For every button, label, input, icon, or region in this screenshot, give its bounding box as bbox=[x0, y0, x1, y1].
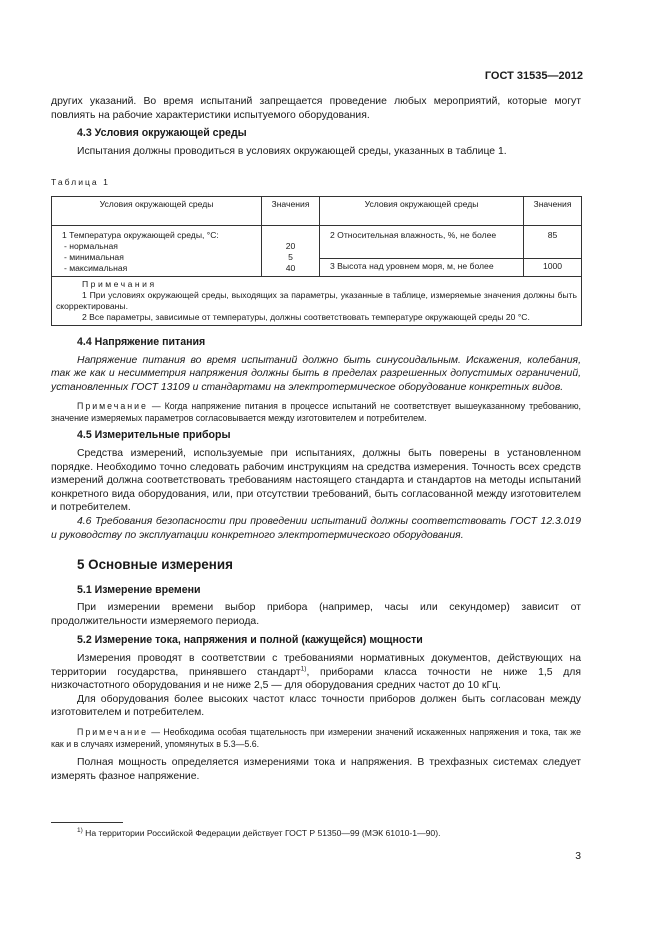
table-header-cell: Условия окружающей среды bbox=[52, 196, 262, 225]
note-label: Примечание bbox=[77, 727, 148, 738]
table-header-row bbox=[52, 196, 582, 225]
humidity-label: 2 Относительная влажность, %, не более bbox=[320, 225, 524, 258]
section-5-title: 5 Основные измерения bbox=[77, 557, 233, 573]
section-4-3-title: 4.3 Условия окружающей среды bbox=[77, 127, 247, 140]
section-4-5-title: 4.5 Измерительные приборы bbox=[77, 429, 231, 442]
temperature-cell bbox=[52, 225, 262, 276]
temperature-item: - нормальная bbox=[64, 240, 118, 251]
table-note: 2 Все параметры, зависимые от температуры, должны соответствовать температуре окружающей среды 20 °С. bbox=[82, 311, 530, 322]
table-row bbox=[52, 225, 582, 258]
humidity-value: 85 bbox=[524, 225, 582, 258]
temperature-value: 40 bbox=[285, 262, 296, 273]
footnote bbox=[51, 827, 581, 841]
page-content bbox=[51, 95, 581, 783]
altitude-label: 3 Высота над уровнем моря, м, не более bbox=[320, 258, 524, 276]
footnote-marker: 1) bbox=[77, 827, 83, 835]
altitude-value: 1000 bbox=[524, 258, 582, 276]
text-span: , приборами класса точности не ниже 1,5 для низкочастотного оборудования и не ниже 2,5 — для оборудования средних частот до 10 кГц. bbox=[51, 666, 581, 692]
temperature-value: 5 bbox=[288, 251, 293, 262]
table-note: 1 При условиях окружающей среды, выходящих за параметры, указанные в таблице, измеряемые значения должны быть скорректированы. bbox=[56, 289, 577, 311]
standard-header: ГОСТ 31535—2012 bbox=[484, 70, 583, 82]
section-5-1-title: 5.1 Измерение времени bbox=[77, 583, 201, 596]
note-text: — Когда напряжение питания в процессе испытаний не соответствует вышеуказанному требованию, значение измеряемых параметров согласовывается между изготовителем и потребителем. bbox=[51, 401, 581, 424]
footnote-ref: 1) bbox=[300, 665, 307, 673]
page-number: 3 bbox=[575, 851, 581, 862]
table-notes-cell bbox=[52, 276, 582, 325]
section-5-2-text-3: Полная мощность определяется измерениями тока и напряжения. В трехфазных системах следует измерять фазное напряжение. bbox=[51, 757, 581, 782]
section-5-2-note bbox=[51, 726, 581, 750]
environment-table bbox=[51, 196, 582, 326]
section-5-2-title: 5.2 Измерение тока, напряжения и полной (кажущейся) мощности bbox=[77, 634, 423, 647]
section-4-4-text: Напряжение питания во время испытаний должно быть синусоидальным. Искажения, колебания, так же как и несимметрия напряжения должны быть в пределах разрешенных допустимых ограничений, установленных ГОСТ 13109 и стандартами на электротермическое оборудование конкретных видов. bbox=[51, 354, 581, 393]
temperature-values-cell bbox=[262, 225, 320, 276]
table-caption: Таблица 1 bbox=[51, 177, 110, 188]
section-5-2-text-1 bbox=[51, 652, 581, 693]
temperature-label: 1 Температура окружающей среды, °С: bbox=[62, 229, 219, 240]
note-text: — Необходима особая тщательность при измерении значений искаженных напряжения и тока, так же как и в случаях измерений, упомянутых в 5.3—5.6. bbox=[51, 727, 581, 750]
table-header-cell: Значения bbox=[524, 196, 582, 225]
footnote-divider bbox=[51, 822, 123, 823]
section-5-1-text: При измерении времени выбор прибора (например, часы или секундомер) зависит от продолжительности измеряемого периода. bbox=[51, 602, 581, 627]
footnote-text: На территории Российской Федерации действует ГОСТ Р 51350—99 (МЭК 61010-1—90). bbox=[82, 828, 441, 838]
table-notes-row bbox=[52, 276, 582, 325]
table-header-cell: Условия окружающей среды bbox=[320, 196, 524, 225]
notes-title: Примечания bbox=[82, 278, 157, 289]
text-span: Измерения проводят в соответствии с требованиями нормативных документов, действующих на территории государства, принявшего стандарт bbox=[51, 653, 581, 678]
table-header-cell: Значения bbox=[262, 196, 320, 225]
section-4-3-text: Испытания должны проводиться в условиях окружающей среды, указанных в таблице 1. bbox=[77, 145, 507, 157]
intro-paragraph: других указаний. Во время испытаний запрещается проведение любых мероприятий, которые могут повлиять на рабочие характеристики испытуемого оборудования. bbox=[51, 96, 581, 121]
section-4-6-text: 4.6 Требования безопасности при проведении испытаний должны соответствовать ГОСТ 12.3.019 и руководству по эксплуатации конкретного электротермического оборудования. bbox=[51, 515, 581, 541]
temperature-value: 20 bbox=[285, 240, 296, 251]
note-label: Примечание bbox=[77, 401, 148, 412]
section-5-2-text-2: Для оборудования более высоких частот класс точности приборов должен быть согласован между изготовителем и потребителем. bbox=[51, 693, 581, 719]
temperature-item: - минимальная bbox=[64, 251, 124, 262]
temperature-item: - максимальная bbox=[64, 262, 128, 273]
section-4-5-text: Средства измерений, используемые при испытаниях, должны быть поверены в установленном порядке. Необходимо точно следовать рабочим инструкциям на средства измерения. Точность всех средств измерений должна соответствовать требованиям настоящего стандарта и стандартов на методы испытаний конкретного вида оборудования, или, при отсутствии требований, быть согласованной между изготовителем и потребителем. bbox=[51, 447, 581, 514]
section-4-4-note bbox=[51, 400, 581, 424]
section-4-4-title: 4.4 Напряжение питания bbox=[77, 335, 206, 348]
